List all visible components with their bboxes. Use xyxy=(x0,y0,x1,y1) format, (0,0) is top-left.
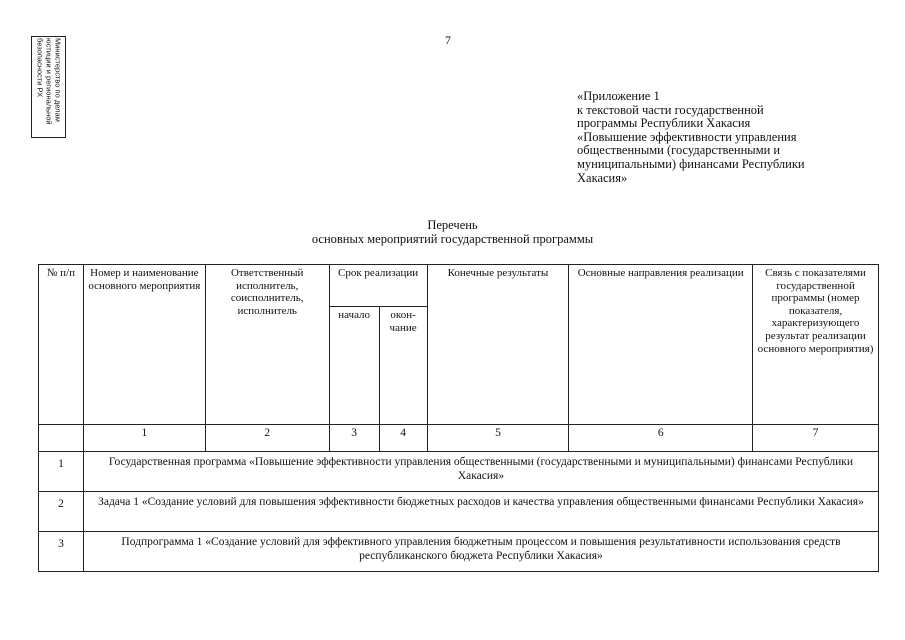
row-number: 2 xyxy=(39,492,84,532)
header-results: Конечные результаты xyxy=(427,265,569,425)
column-number: 5 xyxy=(427,425,569,452)
appendix-line: муниципальными) финансами Республики xyxy=(577,156,805,171)
appendix-line: общественными (государственными и xyxy=(577,143,781,158)
appendix-line: программы Республики Хакасия xyxy=(577,116,751,131)
appendix-header xyxy=(577,90,867,185)
header-num: № п/п xyxy=(39,265,84,425)
table-row xyxy=(39,452,879,492)
document-title xyxy=(0,218,905,246)
header-responsible: Ответственный исполнитель, соисполнитель, исполнитель xyxy=(205,265,329,425)
column-numbers-row xyxy=(39,425,879,452)
header-link: Связь с показателями государственной программы (номер показателя, характеризующего результат реализации основного мероприятия) xyxy=(753,265,879,425)
appendix-line: к текстовой части государственной xyxy=(577,102,764,117)
registration-stamp xyxy=(31,36,66,138)
column-number: 2 xyxy=(205,425,329,452)
activities-table xyxy=(38,264,879,572)
row-description: Задача 1 «Создание условий для повышения эффективности бюджетных расходов и качества управления общественными финансами Республики Хакасия» xyxy=(83,492,878,532)
header-period: Срок реализации xyxy=(329,265,427,307)
title-line-2: основных мероприятий государственной программы xyxy=(311,232,594,246)
column-number: 6 xyxy=(569,425,753,452)
column-number: 4 xyxy=(379,425,427,452)
header-start: начало xyxy=(329,307,379,425)
header-name: Номер и наименование основного мероприятия xyxy=(83,265,205,425)
page-number: 7 xyxy=(445,33,451,47)
column-number: 3 xyxy=(329,425,379,452)
row-number: 1 xyxy=(39,452,84,492)
row-description: Государственная программа «Повышение эффективности управления общественными (государственными и муниципальными) финансами Республики Хакасия» xyxy=(83,452,878,492)
row-number: 3 xyxy=(39,532,84,572)
column-number-blank xyxy=(39,425,84,452)
row-description: Подпрограмма 1 «Создание условий для эффективного управления бюджетным процессом и повышения результативности использования средств республиканского бюджета Республики Хакасия» xyxy=(83,532,878,572)
column-number: 7 xyxy=(753,425,879,452)
stamp-line: Министерство по делам xyxy=(53,38,62,122)
table-row xyxy=(39,492,879,532)
appendix-line: «Повышение эффективности управления xyxy=(577,129,797,144)
header-directions: Основные направления реализации xyxy=(569,265,753,425)
stamp-line: юстиции и региональной xyxy=(44,38,53,125)
stamp-text xyxy=(35,38,62,136)
header-end: окон-чание xyxy=(379,307,427,425)
table-header-row xyxy=(39,265,879,307)
table-row xyxy=(39,532,879,572)
column-number: 1 xyxy=(83,425,205,452)
stamp-line: безопасности РХ xyxy=(35,38,44,98)
appendix-line: Хакасия» xyxy=(577,170,628,185)
appendix-line: «Приложение 1 xyxy=(577,89,660,103)
title-line-1: Перечень xyxy=(427,218,478,232)
